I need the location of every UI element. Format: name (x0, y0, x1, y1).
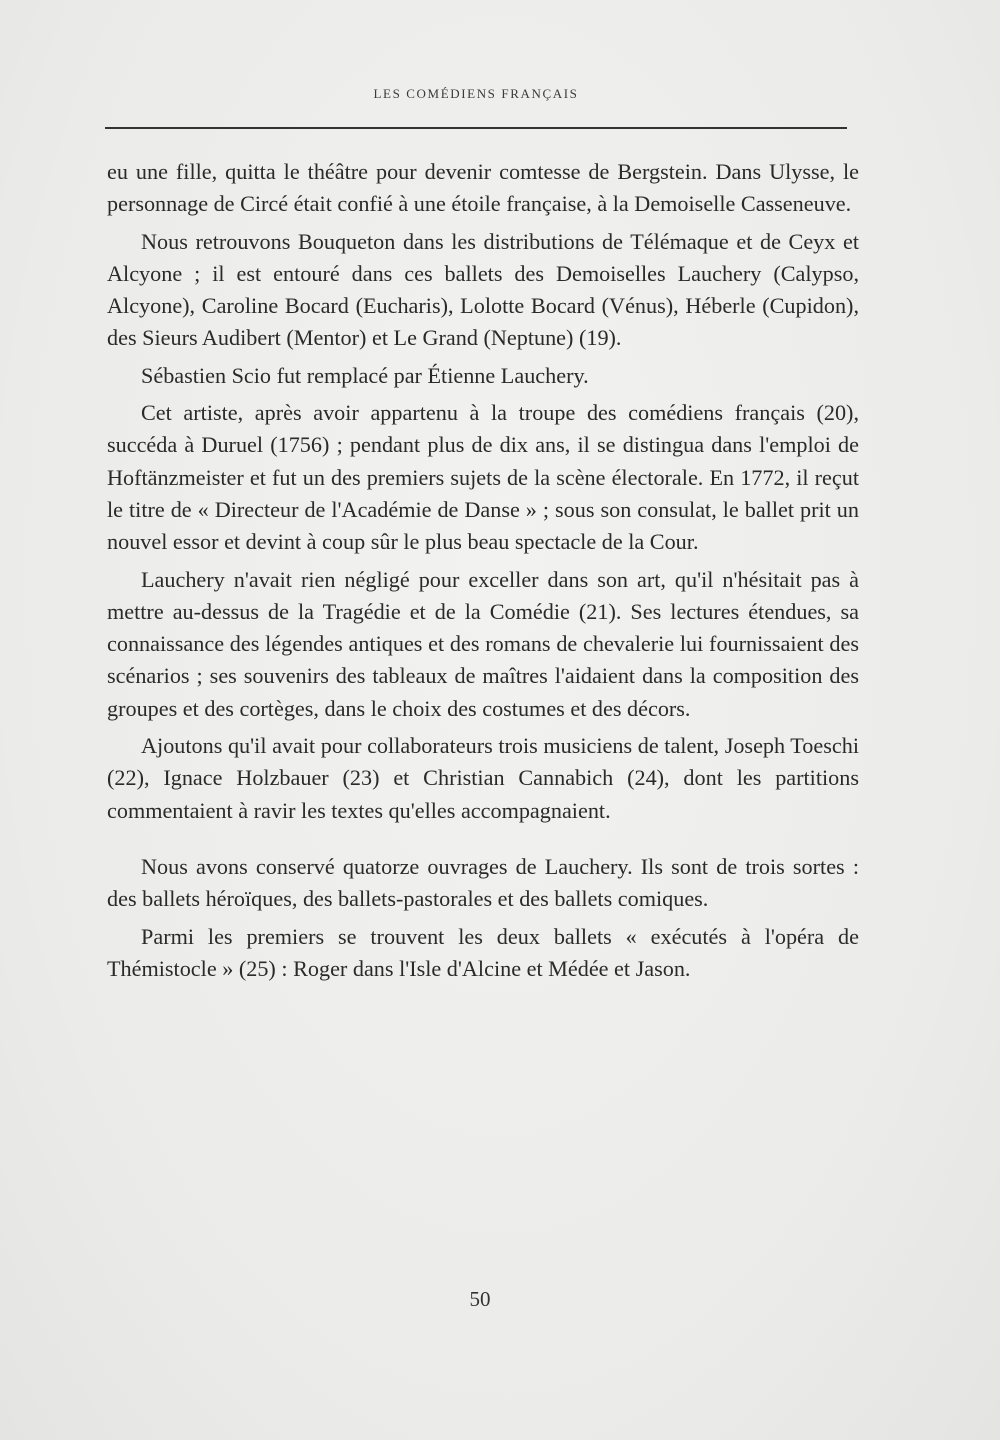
paragraph: Nous retrouvons Bouqueton dans les distributions de Télémaque et de Ceyx et Alcyone ; il est entouré dans ces ballets des Demoiselles Lauchery (Calypso, Alcyone), Caroline Bocard (Eucharis), Lolotte Bocard (Vénus), Héberle (Cupidon), des Sieurs Audibert (Mentor) et Le Grand (Neptune) (19). (107, 228, 859, 351)
paragraph: eu une fille, quitta le théâtre pour devenir comtesse de Bergstein. Dans Ulysse, le personnage de Circé était confié à une étoile française, à la Demoiselle Casseneuve. (107, 159, 859, 217)
body-text (107, 156, 859, 990)
paragraph: Nous avons conservé quatorze ouvrages de Lauchery. Ils sont de trois sortes : des ballets héroïques, des ballets-pastorales et des ballets comiques. (107, 853, 859, 912)
running-head: LES COMÉDIENS FRANÇAIS (373, 86, 579, 101)
paragraph: Parmi les premiers se trouvent les deux ballets « exécutés à l'opéra de Thémistocle » (25) : Roger dans l'Isle d'Alcine et Médée et Jason. (107, 923, 859, 981)
paragraph: Sébastien Scio fut remplacé par Étienne Lauchery. (141, 362, 589, 388)
paragraph: Ajoutons qu'il avait pour collaborateurs trois musiciens de talent, Joseph Toeschi (22), Ignace Holzbauer (23) et Christian Cannabich (24), dont les partitions commentaient à ravir les textes qu'elles accompagnaient. (107, 733, 859, 823)
page-number: 50 (469, 1287, 491, 1311)
paragraph: Lauchery n'avait rien négligé pour exceller dans son art, qu'il n'hésitait pas à mettre au-dessus de la Tragédie et de la Comédie (21). Ses lectures étendues, sa connaissance des légendes antiques et des romans de chevalerie lui fournissaient des scénarios ; ses souvenirs des tableaux de maîtres l'aidaient dans la composition des groupes et des cortèges, dans le choix des costumes et des décors. (107, 566, 859, 721)
header-rule (105, 127, 847, 129)
paragraph: Cet artiste, après avoir appartenu à la troupe des comédiens français (20), succéda à Duruel (1756) ; pendant plus de dix ans, il se distingua dans l'emploi de Hoftänzmeister et fut un des premiers sujets de la scène électorale. En 1772, il reçut le titre de « Directeur de l'Académie de Danse » ; sous son consulat, le ballet prit un nouvel essor et devint à coup sûr le plus beau spectacle de la Cour. (107, 400, 859, 555)
